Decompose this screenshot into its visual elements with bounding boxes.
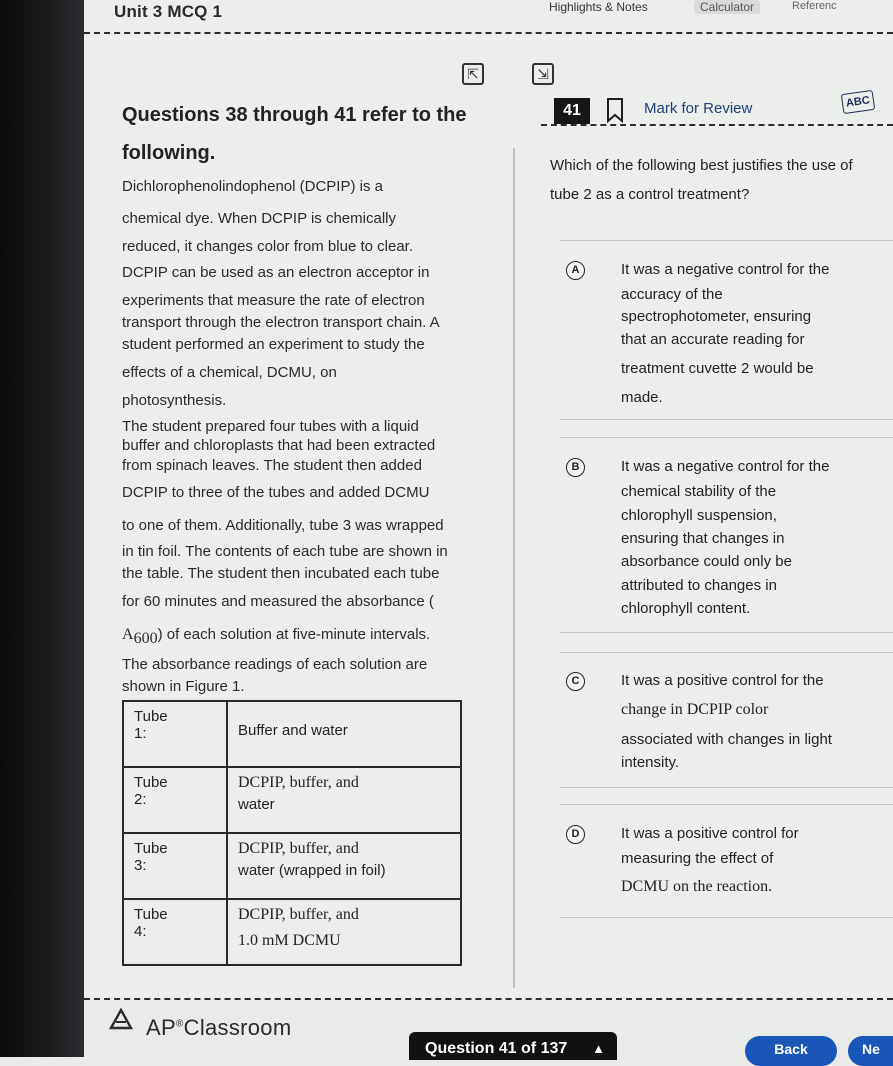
chevron-up-icon: ▲ bbox=[592, 1041, 605, 1056]
option-c-line: intensity. bbox=[621, 754, 680, 771]
table-row bbox=[123, 899, 461, 965]
passage-line: shown in Figure 1. bbox=[122, 678, 245, 695]
table-cell-contents: DCPIP, buffer, and water bbox=[227, 767, 461, 833]
next-button[interactable]: Ne bbox=[848, 1036, 893, 1066]
option-letter-b[interactable]: B bbox=[566, 458, 585, 477]
passage-line: buffer and chloroplasts that had been extracted bbox=[122, 437, 436, 454]
header-divider bbox=[84, 32, 893, 34]
option-a-line: treatment cuvette 2 would be bbox=[621, 360, 814, 377]
ap-logo-icon bbox=[108, 1006, 134, 1032]
passage-line: chemical dye. When DCPIP is chemically bbox=[122, 210, 396, 227]
option-b-line: chlorophyll suspension, bbox=[621, 507, 777, 524]
passage-line: student performed an experiment to study the bbox=[122, 336, 425, 353]
option-b-line: absorbance could only be bbox=[621, 553, 792, 570]
passage-line: experiments that measure the rate of electron bbox=[122, 292, 425, 309]
passage-line: The absorbance readings of each solution are bbox=[122, 656, 428, 673]
table-row bbox=[123, 833, 461, 899]
option-c-line: It was a positive control for the bbox=[621, 672, 824, 689]
tube-contents-table bbox=[122, 700, 462, 966]
expand-left-icon[interactable]: ⇱ bbox=[462, 63, 484, 85]
option-b-line: It was a negative control for the bbox=[621, 458, 830, 475]
passage-line: transport through the electron transport chain. A bbox=[122, 314, 440, 331]
passage-title: Questions 38 through 41 refer to the following. bbox=[122, 104, 467, 164]
question-number: 41 bbox=[554, 98, 590, 124]
table-cell-contents: DCPIP, buffer, and water (wrapped in foil) bbox=[227, 833, 461, 899]
passage-line: for 60 minutes and measured the absorbance ( bbox=[122, 593, 434, 610]
option-letter-d[interactable]: D bbox=[566, 825, 585, 844]
option-b-line: chlorophyll content. bbox=[621, 600, 751, 617]
abc-eliminator-button[interactable]: ABC bbox=[841, 90, 875, 114]
passage-line: in tin foil. The contents of each tube are shown in bbox=[122, 543, 448, 560]
table-cell-tube: Tube 2: bbox=[123, 767, 227, 833]
table-cell-tube: Tube 1: bbox=[123, 701, 227, 767]
option-letter-a[interactable]: A bbox=[566, 261, 585, 280]
option-d-line: DCMU on the reaction. bbox=[621, 878, 773, 895]
question-header-divider bbox=[541, 124, 893, 126]
question-text-line: tube 2 as a control treatment? bbox=[550, 186, 750, 203]
passage-line: effects of a chemical, DCMU, on bbox=[122, 364, 337, 381]
bookmark-icon[interactable] bbox=[605, 97, 625, 123]
table-cell-contents: DCPIP, buffer, and 1.0 mM DCMU bbox=[227, 899, 461, 965]
passage-line: reduced, it changes color from blue to clear. bbox=[122, 238, 413, 255]
ap-classroom-brand: AP®Classroom bbox=[146, 1015, 292, 1040]
option-a-line: It was a negative control for the bbox=[621, 261, 830, 278]
option-a-line: spectrophotometer, ensuring bbox=[621, 308, 812, 325]
passage-line-absorbance: $A_{600}$) of each solution at five-minute intervals. bbox=[122, 626, 431, 647]
option-b-line: attributed to changes in bbox=[621, 577, 777, 594]
device-bezel bbox=[0, 0, 84, 1057]
option-c-line: associated with changes in light bbox=[621, 731, 832, 748]
question-text-line: Which of the following best justifies the use of bbox=[550, 157, 853, 174]
passage-line: to one of them. Additionally, tube 3 was wrapped bbox=[122, 517, 444, 534]
passage-line: DCPIP can be used as an electron acceptor in bbox=[122, 264, 430, 281]
panel-divider[interactable] bbox=[513, 148, 515, 988]
passage-line: The student prepared four tubes with a liquid bbox=[122, 418, 419, 435]
table-cell-tube: Tube 3: bbox=[123, 833, 227, 899]
option-d-line: It was a positive control for bbox=[621, 825, 799, 842]
option-a-line: that an accurate reading for bbox=[621, 331, 805, 348]
passage-line: DCPIP to three of the tubes and added DCMU bbox=[122, 484, 430, 501]
passage-line: the table. The student then incubated each tube bbox=[122, 565, 440, 582]
highlights-notes-button[interactable]: Highlights & Notes bbox=[549, 0, 648, 14]
option-c-line: change in DCPIP color bbox=[621, 701, 769, 718]
option-a-line: made. bbox=[621, 389, 663, 406]
passage-line: from spinach leaves. The student then added bbox=[122, 457, 422, 474]
passage-line: photosynthesis. bbox=[122, 392, 227, 409]
question-navigator-button[interactable]: Question 41 of 137 ▲ bbox=[409, 1032, 617, 1060]
mark-for-review-button[interactable]: Mark for Review bbox=[644, 100, 753, 117]
table-row bbox=[123, 701, 461, 767]
table-cell-contents: Buffer and water bbox=[227, 701, 461, 767]
option-letter-c[interactable]: C bbox=[566, 672, 585, 691]
table-row bbox=[123, 767, 461, 833]
calculator-button[interactable]: Calculator bbox=[694, 0, 760, 14]
table-cell-tube: Tube 4: bbox=[123, 899, 227, 965]
option-d-line: measuring the effect of bbox=[621, 850, 774, 867]
test-title: Unit 3 MCQ 1 bbox=[114, 2, 223, 21]
option-b-line: chemical stability of the bbox=[621, 483, 777, 500]
reference-button[interactable]: Referenc bbox=[792, 0, 837, 12]
passage-line: Dichlorophenolindophenol (DCPIP) is a bbox=[122, 178, 383, 195]
option-b-line: ensuring that changes in bbox=[621, 530, 785, 547]
expand-right-icon[interactable]: ⇲ bbox=[532, 63, 554, 85]
option-a-line: accuracy of the bbox=[621, 286, 723, 303]
back-button[interactable]: Back bbox=[745, 1036, 837, 1066]
